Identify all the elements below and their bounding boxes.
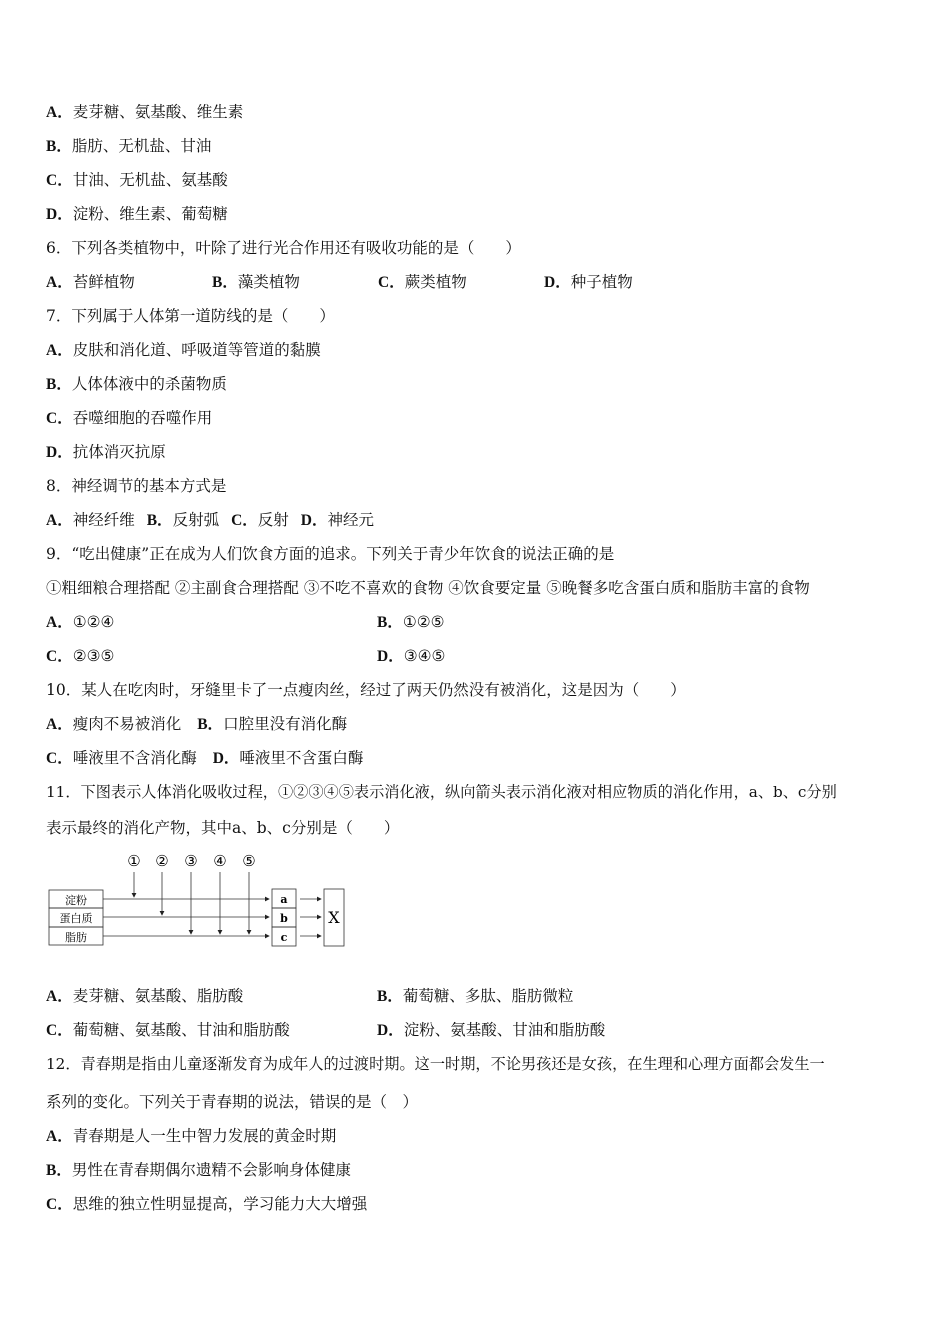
q7-option-a: A．皮肤和消化道、呼吸道等管道的黏膜 [46,341,321,359]
q8-option-a: A．神经纤维 [46,511,135,529]
q11-stem-line1: 11．下图表示人体消化吸收过程，①②③④⑤表示消化液，纵向箭头表示消化液对相应物质的消化作用，a、b、c分别 [46,783,837,801]
q10-options-row1 [46,714,347,735]
q9-options-row1 [46,612,445,633]
juice-label-5: ⑤ [242,852,256,870]
digestion-diagram [46,850,356,950]
q10-option-d: D．唾液里不含蛋白酶 [212,749,364,767]
substance-label-starch: 淀粉 [65,894,87,907]
q6-option-c: C．蕨类植物 [378,273,467,291]
q11-options-row2 [46,1020,605,1041]
q5-option-b: B．脂肪、无机盐、甘油 [46,137,212,155]
substance-label-protein: 蛋白质 [59,912,93,925]
q9-stem: 9．“吃出健康”正在成为人们饮食方面的追求。下列关于青少年饮食的说法正确的是 [46,545,615,563]
product-label-c: c [280,931,288,944]
substance-label-fat: 脂肪 [65,931,87,944]
q6-option-d: D．种子植物 [544,273,633,291]
q9-option-b: B．①②⑤ [377,613,445,631]
q7-option-b: B．人体体液中的杀菌物质 [46,375,227,393]
q5-option-a: A．麦芽糖、氨基酸、维生素 [46,103,244,121]
q12-stem-line2: 系列的变化。下列关于青春期的说法，错误的是（ ） [46,1093,419,1111]
q11-option-a: A．麦芽糖、氨基酸、脂肪酸 [46,987,244,1005]
q11-options-row1 [46,986,573,1007]
q7-option-c: C．吞噬细胞的吞噬作用 [46,409,213,427]
q12-option-b: B．男性在青春期偶尔遗精不会影响身体健康 [46,1161,351,1179]
product-label-b: b [280,912,288,925]
q9-option-d: D．③④⑤ [377,647,446,665]
q8-option-d: D．神经元 [300,511,375,529]
q10-option-a: A．瘦肉不易被消化 [46,715,182,733]
q9-option-c: C．②③⑤ [46,647,115,665]
q10-stem: 10．某人在吃肉时，牙缝里卡了一点瘦肉丝，经过了两天仍然没有被消化，这是因为（ ） [46,681,686,699]
absorption-label: X [328,908,340,927]
q11-option-c: C．葡萄糖、氨基酸、甘油和脂肪酸 [46,1021,290,1039]
q5-option-d: D．淀粉、维生素、葡萄糖 [46,205,228,223]
q6-options [46,272,633,293]
q8-option-c: C．反射 [231,511,289,529]
q9-statements: ①粗细粮合理搭配 ②主副食合理搭配 ③不吃不喜欢的食物 ④饮食要定量 ⑤晚餐多吃含蛋白质和脂肪丰富的食物 [46,579,810,597]
q11-stem-line2: 表示最终的消化产物，其中a、b、c分别是（ ） [46,819,400,837]
q8-stem: 8．神经调节的基本方式是 [46,477,227,495]
q5-option-c: C．甘油、无机盐、氨基酸 [46,171,228,189]
product-label-a: a [280,893,288,906]
q8-option-b: B．反射弧 [146,511,220,529]
q8-options [46,510,374,531]
q12-option-c: C．思维的独立性明显提高，学习能力大大增强 [46,1195,368,1213]
juice-label-3: ③ [184,852,198,870]
q10-option-c: C．唾液里不含消化酶 [46,749,197,767]
q6-stem: 6．下列各类植物中，叶除了进行光合作用还有吸收功能的是（ ） [46,239,521,257]
q12-option-a: A．青春期是人一生中智力发展的黄金时期 [46,1127,337,1145]
q7-stem: 7．下列属于人体第一道防线的是（ ） [46,307,335,325]
juice-label-2: ② [155,852,169,870]
q11-option-b: B．葡萄糖、多肽、脂肪微粒 [377,987,574,1005]
q9-option-a: A．①②④ [46,613,115,631]
q6-option-b: B．藻类植物 [212,273,300,291]
q10-options-row2 [46,748,363,769]
juice-label-4: ④ [213,852,227,870]
q9-options-row2 [46,646,445,667]
q7-option-d: D．抗体消灭抗原 [46,443,166,461]
juice-label-1: ① [127,852,141,870]
q11-option-d: D．淀粉、氨基酸、甘油和脂肪酸 [377,1021,606,1039]
q12-stem-line1: 12．青春期是指由儿童逐渐发育为成年人的过渡时期。这一时期，不论男孩还是女孩，在生理和心理方面都会发生一 [46,1055,825,1073]
q6-option-a: A．苔鲜植物 [46,273,135,291]
q10-option-b: B．口腔里没有消化酶 [197,715,348,733]
